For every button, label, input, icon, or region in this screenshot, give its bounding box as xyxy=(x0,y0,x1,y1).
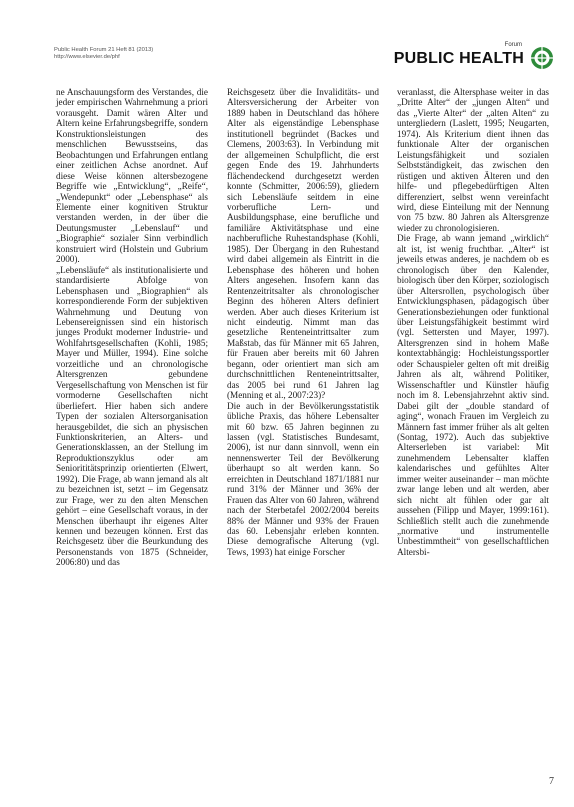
logo-subtitle: Forum xyxy=(504,42,522,48)
paragraph: Reichsgesetz über die Invaliditäts- und Altersversicherung der Arbeiter von 1889 haben in Deutschland das höhere Alter als eigenständige Lebensphase institutionell begründet (Backes und Clemens, 2003:63). In Verbindung mit der allgemeinen Schulpflicht, die erst gegen Ende des 19. Jahrhunderts flächendeckend durchgesetzt werden konnte (Schmitter, 2006:59), gliedern sich Lebensläufe seitdem in eine vorberufliche Lern- und Ausbildungsphase, eine berufliche und familiäre Aktivitätsphase und eine nachberufliche Ruhestandsphase (Kohli, 1985). Der Übergang in den Ruhestand wird dabei allgemein als Eintritt in die Lebensphase des höheren und hohen Alters angesehen. Insofern kann das Rentenzeitritsalter als chronologischer Beginn des höheren Alters definiert werden. Aber auch dieses Kriterium ist nicht eindeutig. Nimmt man das gesetzliche Renteneintrittsalter zum Maßstab, das für Männer mit 65 Jahren, für Frauen aber bereits mit 60 Jahren begann, oder orientiert man sich am durchschnittlichen Renteneintrittsalter, das 2005 bei rund 61 Jahren lag (Menning et al., 2007:23)? xyxy=(227,87,379,401)
paragraph: „Lebensläufe“ als institutionalisierte und standardisierte Abfolge von Lebensphasen und „Biographien“ als korrespondierende Form der subjektiven Wahrnehmung und Deutung von Lebensereignissen sind ein historisch junges Produkt moderner Industrie- und Wohlfahrtsgesellschaften (Kohli, 1985; Mayer und Müller, 1994). Eine solche vorzeitliche und an chronologische Altersgrenzen gebundene Vergesellschaftung von Menschen ist für vormoderne Gesellschaften nicht überliefert. Hier haben sich andere Typen der sozialen Altersorganisation herausgebildet, die sich an physischen Funktionskriterien, an Alters- und Generationsklassen, an der Stellung im Reproduktionszyklus oder am Seniorititätsprinzip orientierten (Elwert, 1992). Die Frage, ab wann jemand als alt zu bezeichnen ist, setzt – im Gegensatz zur Frage, wer zu den alten Menschen gehört – eine Gesellschaft voraus, in der Menschen überhaupt ihr eigenes Alter kennen und bezeugen können. Erst das Reichsgesetz über die Beurkundung des Personenstands von 1875 (Schneider, 2006:80) und das xyxy=(56,264,208,568)
text-column-2 xyxy=(227,87,379,557)
journal-citation: Public Health Forum 21 Heft 81 (2013) xyxy=(54,47,154,53)
paragraph: Die auch in der Bevölkerungsstatistik übliche Praxis, das höhere Lebensalter mit 60 bzw. 65 Jahren beginnen zu lassen (vgl. Statistisches Bundesamt, 2006), ist nur dann sinnvoll, wenn ein nennenswerter Teil der Bevölkerung überhaupt so alt werden kann. So erreichten in Deutschland 1871/1881 nur rund 31% der Männer und 36% der Frauen das Alter von 60 Jahren, während nach der Sterbetafel 2002/2004 bereits 88% der Männer und 93% der Frauen das 60. Lebensjahr erleben konnten. Diese demografische Alterung (vgl. Tews, 1993) hat einige Forscher xyxy=(227,400,379,557)
logo-title: PUBLIC HEALTH xyxy=(393,50,524,67)
text-column-3 xyxy=(397,87,549,557)
paragraph: Die Frage, ab wann jemand „wirklich“ alt ist, ist wenig fruchtbar. „Alter“ ist jeweils etwas anderes, je nachdem ob es chronologisch über den Kalender, biologisch über den Körper, soziologisch über Altersrollen, psychologisch über Entwicklungsphasen, pädagogisch über Generationsbeziehungen oder funktional über Leistungsfähigkeit bestimmt wird (vgl. Settersten und Mayer, 1997). Altersgrenzen sind in hohem Maße kontextabhängig: Hochleistungssportler oder Schauspieler gelten oft mit dreißig Jahren als alt, während Politiker, Wissenschaftler und Künstler häufig noch im 8. Lebensjahrzehnt aktiv sind. Dabei gilt der „double standard of aging“, wonach Frauen im Vergleich zu Männern fast immer früher als alt gelten (Sontag, 1972). Auch das subjektive Alterserleben ist variabel: Mit zunehmendem Lebensalter klaffen kalendarisches und gefühltes Alter immer weiter auseinander – man möchte zwar lange leben und alt werden, aber sich nicht alt fühlen oder gar alt aussehen (Filipp und Mayer, 1999:161). Schließlich stellt auch die zunehmende „normative und instrumentelle Unbestimmtheit“ von gesellschaftlichen Altersbi- xyxy=(397,233,549,557)
journal-url: http://www.elsevier.de/phf xyxy=(54,54,120,60)
article-body xyxy=(56,87,556,787)
journal-logo xyxy=(384,42,554,72)
public-health-globe-icon xyxy=(530,46,554,70)
paragraph: ne Anschauungsform des Verstandes, die jeder empirischen Wahrnehmung a priori vorausgeht. Damit wären Alter und Altern keine Erfahrungsbegriffe, sondern Konstruktionsleistungen des menschlichen Bewusstseins, das Beobachtungen und Erfahrungen entlang einer zeitlichen Achse anordnet. Auf diese Weise können altersbezogene Begriffe wie „Entwicklung“, „Reife“, „Wendepunkt“ oder „Lebensphase“ als Elemente einer kognitiven Struktur verstanden werden, in der über die Deutungsmuster „Lebenslauf“ und „Biographie“ sozialer Sinn verbindlich konstruiert wird (Holstein und Gubrium 2000). xyxy=(56,87,208,265)
paragraph: veranlasst, die Altersphase weiter in das „Dritte Alter“ der „jungen Alten“ und das „Vierte Alter“ der „alten Alten“ zu untergliedern (Laslett, 1995; Neugarten, 1974). Als Kriterium dient ihnen das funktionale Alter der organischen Leistungsfähigkeit und sozialen Selbstständigkeit, das zwischen den rüstigen und aktiven Älteren und den hilfe- und pflegebedürftigen Alten differenziert, selbst wenn vereinfacht wird, diese Einteilung mit der Nennung von 75 bzw. 80 Jahren als Altersgrenze wieder zu chronologisieren. xyxy=(397,87,549,233)
page-header xyxy=(54,42,554,72)
page-number: 7 xyxy=(549,776,554,787)
text-column-1 xyxy=(56,87,208,568)
journal-meta xyxy=(54,47,153,61)
